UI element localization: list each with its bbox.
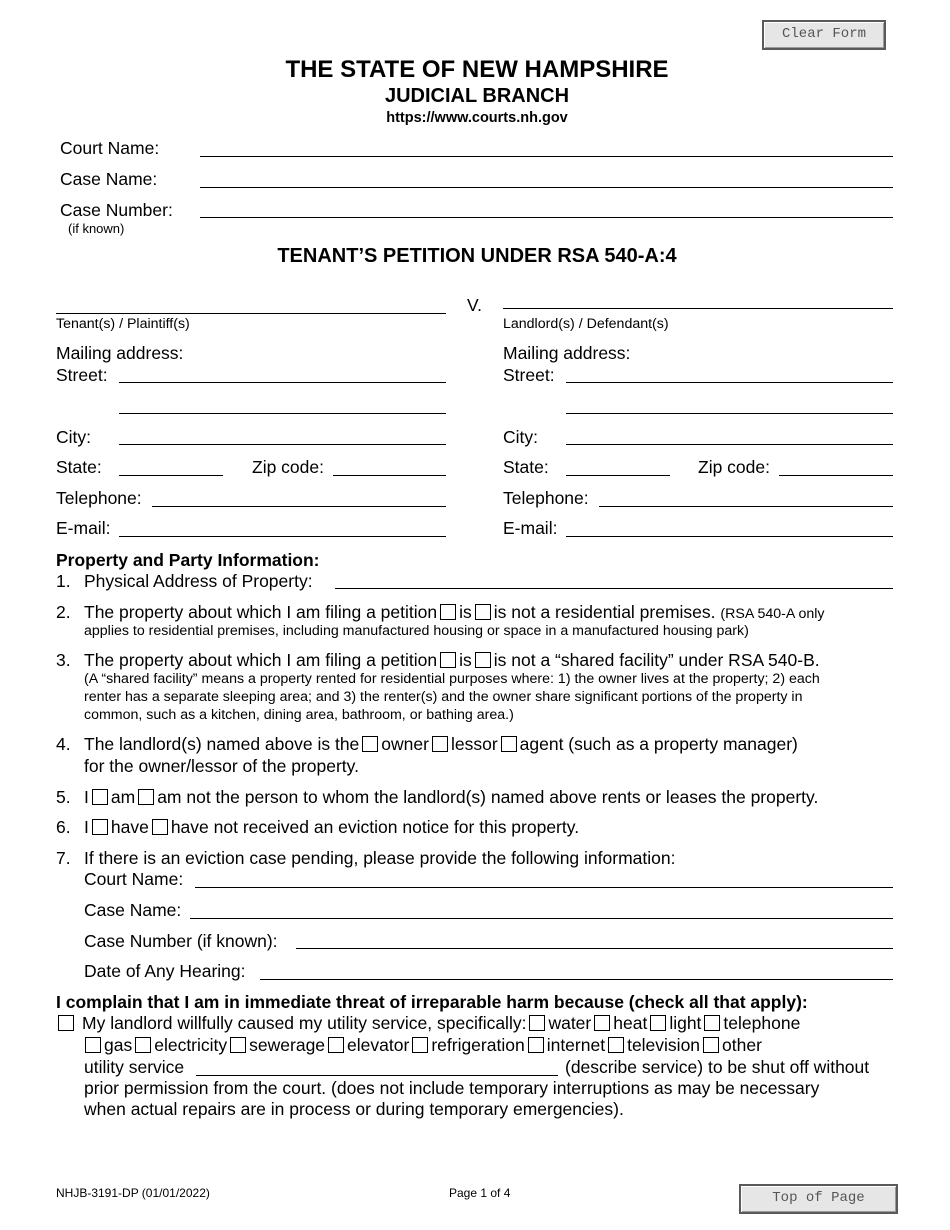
item-6-line (84, 817, 579, 838)
light-checkbox[interactable] (650, 1015, 666, 1031)
internet-label: internet (546, 1035, 606, 1055)
complaint-line-5: when actual repairs are in process or during temporary emergencies). (84, 1099, 624, 1119)
complaint-line-2 (82, 1035, 762, 1056)
item-6-number: 6. (56, 817, 71, 837)
item-2-is-label: is (459, 602, 472, 622)
water-checkbox[interactable] (529, 1015, 545, 1031)
electricity-checkbox[interactable] (135, 1037, 151, 1053)
residential-is-checkbox[interactable] (440, 604, 456, 620)
hearing-date-field[interactable] (260, 979, 893, 980)
item-3-note-3: common, such as a kitchen, dining area, bathroom, or bathing area.) (84, 707, 514, 723)
landlord-label: Landlord(s) / Defendant(s) (503, 316, 669, 332)
property-address-field[interactable] (335, 588, 893, 589)
state-heading: THE STATE OF NEW HAMPSHIRE (285, 56, 669, 83)
case-number-field[interactable] (200, 217, 893, 218)
telephone-checkbox[interactable] (704, 1015, 720, 1031)
tenant-city-label: City: (56, 427, 91, 447)
lessor-checkbox[interactable] (432, 736, 448, 752)
item-3-is-not-label: is not a “shared facility” under RSA 540-B. (493, 650, 820, 670)
item-6-text: have not received an eviction notice for this property. (170, 817, 580, 837)
item-2-note-cont: applies to residential premises, including manufactured housing or space in a manufactured housing park) (84, 623, 749, 639)
utility-shutoff-checkbox[interactable] (58, 1015, 74, 1031)
heat-checkbox[interactable] (594, 1015, 610, 1031)
tenant-street-field[interactable] (119, 382, 446, 383)
shared-facility-is-checkbox[interactable] (440, 652, 456, 668)
item-4-text-cont: for the owner/lessor of the property. (84, 756, 359, 776)
item-2-text: The property about which I am filing a petition (84, 602, 438, 622)
tenant-state-field[interactable] (119, 475, 223, 476)
landlord-name-field[interactable] (503, 308, 893, 309)
petition-title: TENANT’S PETITION UNDER RSA 540-A:4 (277, 245, 677, 267)
sewerage-label: sewerage (249, 1035, 326, 1055)
landlord-state-field[interactable] (566, 475, 670, 476)
tenant-email-field[interactable] (119, 536, 446, 537)
owner-checkbox[interactable] (362, 736, 378, 752)
case-name-field[interactable] (200, 187, 893, 188)
item-7-text: If there is an eviction case pending, please provide the following information: (84, 848, 676, 868)
top-of-page-button[interactable]: Top of Page (739, 1184, 898, 1214)
am-not-person-checkbox[interactable] (138, 789, 154, 805)
telephone-label: telephone (723, 1013, 801, 1033)
pending-case-field[interactable] (190, 918, 893, 919)
tenant-mailing-label: Mailing address: (56, 343, 184, 363)
case-name-label: Case Name: (60, 169, 158, 189)
landlord-street2-field[interactable] (566, 413, 893, 414)
item-4-number: 4. (56, 734, 71, 754)
utility-service-label: utility service (84, 1057, 185, 1077)
television-label: television (627, 1035, 701, 1055)
court-name-label: Court Name: (60, 138, 160, 158)
form-id: NHJB-3191-DP (01/01/2022) (56, 1186, 210, 1200)
electricity-label: electricity (154, 1035, 228, 1055)
have-received-checkbox[interactable] (92, 819, 108, 835)
item-2-note: (RSA 540-A only (720, 606, 825, 622)
pending-number-field[interactable] (296, 948, 893, 949)
tenant-city-field[interactable] (119, 444, 446, 445)
landlord-telephone-field[interactable] (599, 506, 893, 507)
am-person-checkbox[interactable] (92, 789, 108, 805)
complaint-heading: I complain that I am in immediate threat of irreparable harm because (check all that apply): (56, 992, 808, 1012)
versus-label: V. (467, 295, 482, 315)
property-heading: Property and Party Information: (56, 550, 320, 570)
item-4-line (84, 734, 798, 755)
item-5-i: I (84, 787, 89, 807)
landlord-city-label: City: (503, 427, 538, 447)
describe-service-text: (describe service) to be shut off without (565, 1057, 870, 1077)
lessor-label: lessor (450, 734, 498, 754)
item-2-line (84, 602, 825, 623)
page-number: Page 1 of 4 (449, 1186, 511, 1200)
pending-case-label: Case Name: (84, 900, 182, 920)
tenant-name-field[interactable] (56, 313, 446, 314)
have-label: have (110, 817, 149, 837)
item-7-number: 7. (56, 848, 71, 868)
pending-court-field[interactable] (195, 887, 893, 888)
item-2-number: 2. (56, 602, 71, 622)
other-label: other (722, 1035, 762, 1055)
agent-checkbox[interactable] (501, 736, 517, 752)
refrigeration-label: refrigeration (431, 1035, 525, 1055)
court-url[interactable]: https://www.courts.nh.gov (386, 110, 568, 126)
item-5-line (84, 787, 818, 808)
residential-is-not-checkbox[interactable] (475, 604, 491, 620)
have-not-received-checkbox[interactable] (152, 819, 168, 835)
item-3-is-label: is (459, 650, 472, 670)
tenant-zip-field[interactable] (333, 475, 446, 476)
light-label: light (669, 1013, 702, 1033)
item-3-note-1: (A “shared facility” means a property rented for residential purposes where: 1) the owner lives at the property; 2) each (84, 671, 820, 687)
complaint-line-1 (56, 1013, 800, 1034)
tenant-state-label: State: (56, 457, 102, 477)
agent-label: agent (such as a property manager) (519, 734, 798, 754)
landlord-street-field[interactable] (566, 382, 893, 383)
landlord-state-label: State: (503, 457, 549, 477)
landlord-city-field[interactable] (566, 444, 893, 445)
case-number-label: Case Number: (60, 200, 173, 220)
hearing-date-label: Date of Any Hearing: (84, 961, 246, 981)
television-checkbox[interactable] (608, 1037, 624, 1053)
sewerage-checkbox[interactable] (230, 1037, 246, 1053)
pending-number-label: Case Number (if known): (84, 931, 278, 951)
utility-text: My landlord willfully caused my utility service, specifically: (82, 1013, 527, 1033)
landlord-email-field[interactable] (566, 536, 893, 537)
elevator-checkbox[interactable] (328, 1037, 344, 1053)
am-label: am (110, 787, 136, 807)
tenant-telephone-label: Telephone: (56, 488, 142, 508)
tenant-label: Tenant(s) / Plaintiff(s) (56, 316, 190, 332)
tenant-street-label: Street: (56, 365, 108, 385)
item-2-is-not-label: is not a residential premises. (493, 602, 716, 622)
water-label: water (548, 1013, 592, 1033)
gas-checkbox[interactable] (85, 1037, 101, 1053)
landlord-zip-label: Zip code: (698, 457, 770, 477)
other-checkbox[interactable] (703, 1037, 719, 1053)
landlord-email-label: E-mail: (503, 518, 558, 538)
owner-label: owner (381, 734, 429, 754)
elevator-label: elevator (347, 1035, 410, 1055)
gas-label: gas (104, 1035, 133, 1055)
item-5-text: am not the person to whom the landlord(s) named above rents or leases the property. (157, 787, 819, 807)
item-3-line (84, 650, 820, 671)
tenant-email-label: E-mail: (56, 518, 111, 538)
item-1-text: Physical Address of Property: (84, 571, 313, 591)
complaint-line-4: prior permission from the court. (does not include temporary interruptions as may be necessary (84, 1078, 820, 1098)
utility-service-field[interactable] (196, 1075, 558, 1076)
item-5-number: 5. (56, 787, 71, 807)
tenant-telephone-field[interactable] (152, 506, 446, 507)
if-known-note: (if known) (68, 221, 125, 236)
clear-form-button[interactable]: Clear Form (762, 20, 886, 50)
tenant-street2-field[interactable] (119, 413, 446, 414)
refrigeration-checkbox[interactable] (412, 1037, 428, 1053)
item-3-text: The property about which I am filing a petition (84, 650, 438, 670)
heat-label: heat (613, 1013, 648, 1033)
item-6-i: I (84, 817, 89, 837)
internet-checkbox[interactable] (528, 1037, 544, 1053)
landlord-zip-field[interactable] (779, 475, 893, 476)
pending-court-label: Court Name: (84, 869, 184, 889)
item-4-text: The landlord(s) named above is the (84, 734, 360, 754)
landlord-mailing-label: Mailing address: (503, 343, 631, 363)
shared-facility-is-not-checkbox[interactable] (475, 652, 491, 668)
item-1-number: 1. (56, 571, 71, 591)
branch-heading: JUDICIAL BRANCH (384, 85, 570, 107)
item-3-number: 3. (56, 650, 71, 670)
item-3-note-2: renter has a separate sleeping area; and 3) the renter(s) and the owner share significant portions of the property in (84, 689, 803, 705)
court-name-field[interactable] (200, 156, 893, 157)
landlord-telephone-label: Telephone: (503, 488, 589, 508)
tenant-zip-label: Zip code: (252, 457, 324, 477)
landlord-street-label: Street: (503, 365, 555, 385)
